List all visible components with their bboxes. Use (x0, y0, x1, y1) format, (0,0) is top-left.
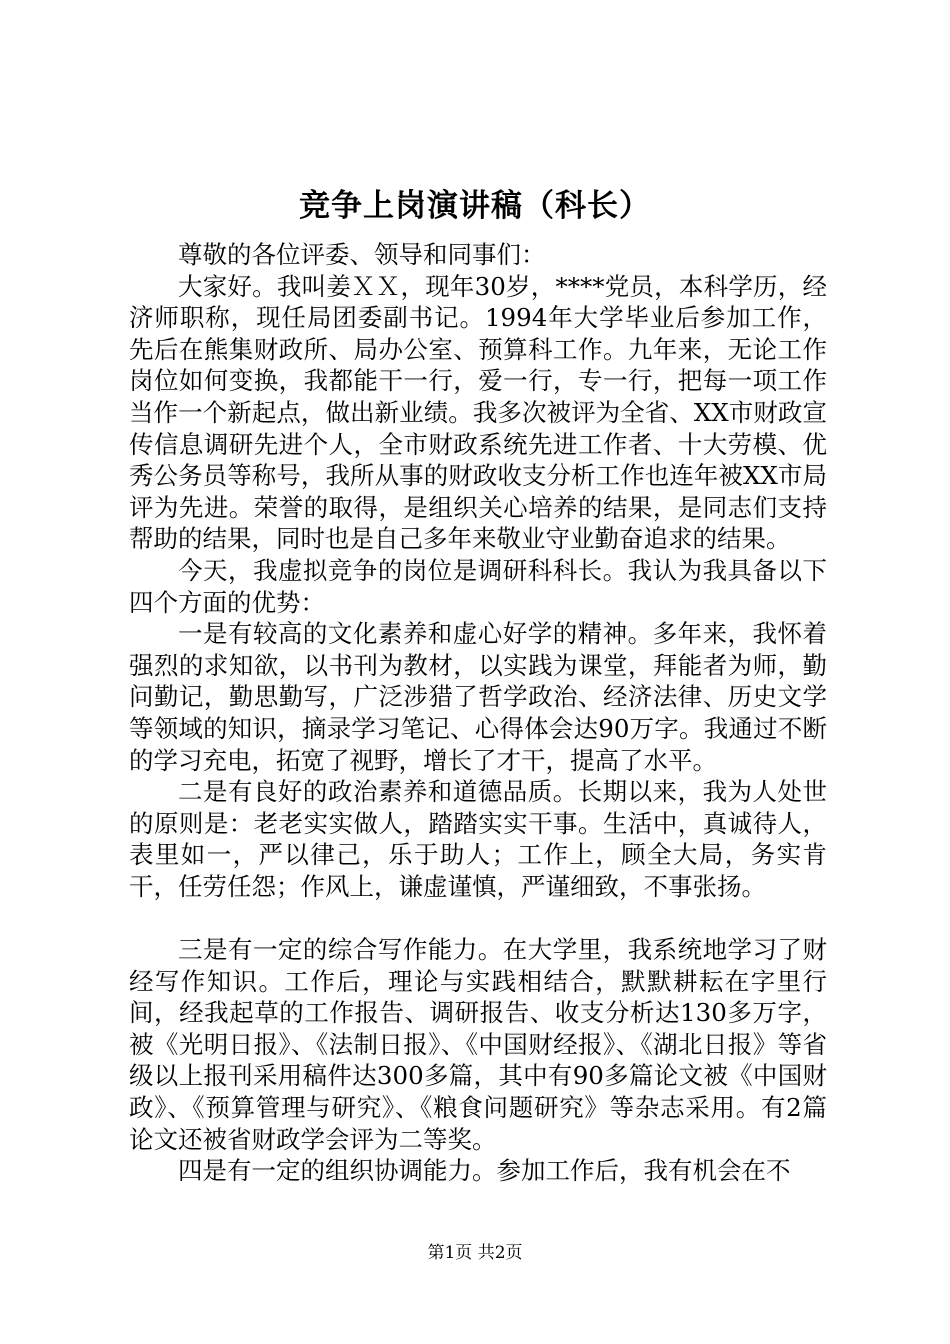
document-body (129, 239, 827, 1187)
position-paragraph: 今天，我虚拟竞争的岗位是调研科科长。我认为我具备以下四个方面的优势： (129, 555, 827, 617)
advantage-three-paragraph: 三是有一定的综合写作能力。在大学里，我系统地学习了财经写作知识。工作后，理论与实践相结合，默默耕耘在字里行间，经我起草的工作报告、调研报告、收支分析达130多万字，被《光明日报》、《法制日报》、《中国财经报》、《湖北日报》等省级以上报刊采用稿件达300多篇，其中有90多篇论文被《中国财政》、《预算管理与研究》、《粮食问题研究》等杂志采用。有2篇论文还被省财政学会评为二等奖。 (129, 935, 827, 1154)
advantage-four-paragraph: 四是有一定的组织协调能力。参加工作后，我有机会在不 (178, 1156, 791, 1186)
intro-paragraph: 大家好。我叫姜ＸＸ，现年30岁，****党员，本科学历，经济师职称，现任局团委副书记。1994年大学毕业后参加工作，先后在熊集财政所、局办公室、预算科工作。九年来，无论工作岗位如何变换，我都能干一行，爱一行，专一行，把每一项工作当作一个新起点，做出新业绩。我多次被评为全省、XX市财政宣传信息调研先进个人，全市财政系统先进工作者、十大劳模、优秀公务员等称号，我所从事的财政收支分析工作也连年被XX市局评为先进。荣誉的取得，是组织关心培养的结果，是同志们支持帮助的结果，同时也是自己多年来敬业守业勤奋追求的结果。 (129, 271, 827, 554)
advantage-one-paragraph: 一是有较高的文化素养和虚心好学的精神。多年来，我怀着强烈的求知欲，以书刊为教材，以实践为课堂，拜能者为师，勤问勤记，勤思勤写，广泛涉猎了哲学政治、经济法律、历史文学等领域的知识，摘录学习笔记、心得体会达90万字。我通过不断的学习充电，拓宽了视野，增长了才干，提高了水平。 (129, 619, 827, 775)
document-title: 竞争上岗演讲稿（科长） (299, 188, 651, 224)
advantage-two-paragraph: 二是有良好的政治素养和道德品质。长期以来，我为人处世的原则是：老老实实做人，踏踏实实干事。生活中，真诚待人，表里如一，严以律己，乐于助人；工作上，顾全大局，务实肯干，任劳任怨；作风上，谦虚谨慎，严谨细致，不事张扬。 (129, 777, 827, 901)
salutation-paragraph: 尊敬的各位评委、领导和同事们： (178, 240, 546, 269)
page-number-footer: 第1页 共2页 (427, 1243, 523, 1263)
